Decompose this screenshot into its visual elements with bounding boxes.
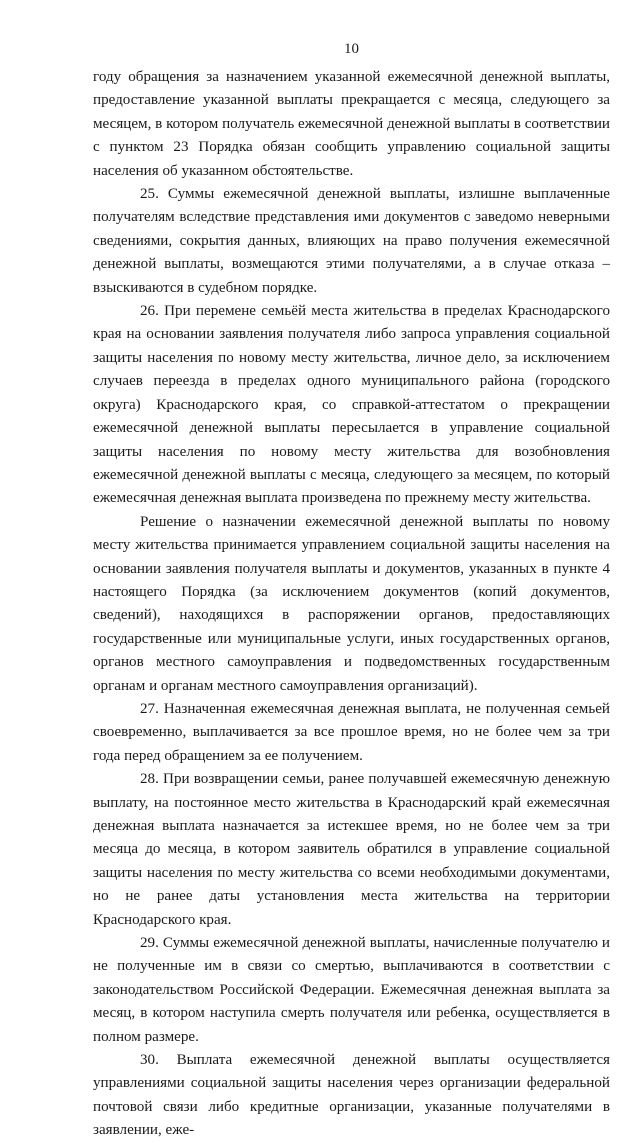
paragraph-p30: 30. Выплата ежемесячной денежной выплаты осуществляется управлениями социальной защиты населения через организации федеральной почтовой связи либо кредитные организации, указанные получателями в заявлении, еже-	[93, 1052, 610, 1139]
document-body	[93, 66, 610, 1143]
paragraph-cont: году обращения за назначением указанной ежемесячной денежной выплаты, предоставление указанной выплаты прекращается с месяца, следующего за месяцем, в котором получатель ежемесячной денежной выплаты в соответствии с пунктом 23 Порядка обязан сообщить управлению социальной защиты населения об указанном обстоятельстве.	[93, 69, 610, 179]
paragraph-p25: 25. Суммы ежемесячной денежной выплаты, излишне выплаченные получателям вследствие представления ими документов с заведомо неверными сведениями, сокрытия данных, влияющих на право получения ежемесячной денежной выплаты, возмещаются этими получателями, а в случае отказа – взыскиваются в судебном порядке.	[93, 186, 610, 296]
paragraph-p26b: Решение о назначении ежемесячной денежной выплаты по новому месту жительства принимается управлением социальной защиты населения на основании заявления получателя выплаты и документов, указанных в пункте 4 настоящего Порядка (за исключением документов (копий документов, сведений), находящихся в распоряжении органов, предоставляющих государственные или муниципальные услуги, иных государственных органов, органов местного самоуправления и подведомственных государственным органам и органам местного самоуправления организаций).	[93, 513, 610, 694]
paragraph-p28: 28. При возвращении семьи, ранее получавшей ежемесячную денежную выплату, на постоянное место жительства в Краснодарский край ежемесячная денежная выплата назначается за истекшее время, но не более чем за три месяца до месяца, в котором заявитель обратился в управление социальной защиты населения по месту жительства со всеми необходимыми документами, но не ранее даты установления места жительства на территории Краснодарского края.	[93, 771, 610, 928]
paragraph-p29: 29. Суммы ежемесячной денежной выплаты, начисленные получателю и не полученные им в связи со смертью, выплачиваются в соответствии с законодательством Российской Федерации. Ежемесячная денежная выплата за месяц, в котором наступила смерть получателя или ребенка, осуществляется в полном размере.	[93, 935, 610, 1045]
page-number: 10	[344, 41, 359, 57]
paragraph-p27: 27. Назначенная ежемесячная денежная выплата, не полученная семьей своевременно, выплачивается за все прошлое время, но не более чем за три года перед обращением за ее получением.	[93, 700, 610, 764]
paragraph-p26: 26. При перемене семьёй места жительства в пределах Краснодарского края на основании заявления получателя либо запроса управления социальной защиты населения по новому месту жительства, личное дело, за исключением случаев переезда в пределах одного муниципального района (городского округа) Краснодарского края, со справкой-аттестатом о прекращении ежемесячной денежной выплаты пересылается в управление социальной защиты населения по новому месту жительства для возобновления ежемесячной денежной выплаты с месяца, следующего за месяцем, по который ежемесячная денежная выплата произведена по прежнему месту жительства.	[93, 303, 610, 507]
